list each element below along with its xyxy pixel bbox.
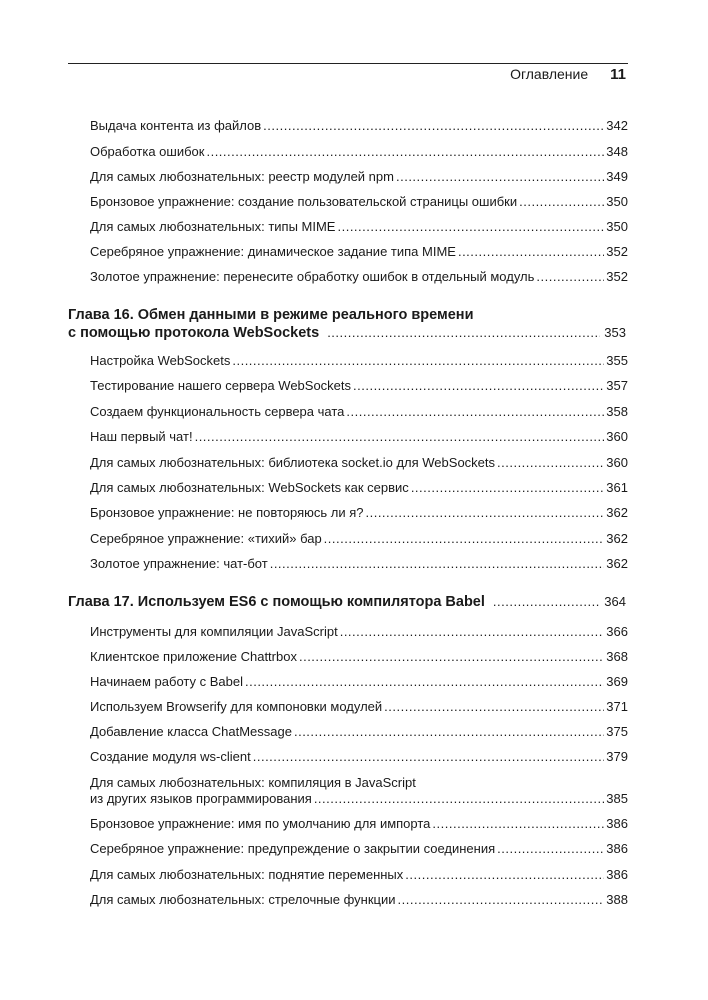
toc-entry[interactable]: Золотое упражнение: перенесите обработку ошибок в отдельный модуль ..... 352 xyxy=(90,269,628,285)
toc-entry[interactable]: Наш первый чат! ..... 360 xyxy=(90,429,628,445)
chapter-title: Глава 17. Используем ES6 с помощью компилятора Babel xyxy=(68,594,485,610)
toc-entry[interactable]: Бронзовое упражнение: не повторяюсь ли я? ..... 362 xyxy=(90,505,628,521)
chapter-page: 364 xyxy=(604,594,626,609)
toc-entry[interactable]: Используем Browserify для компоновки модулей ..... 371 xyxy=(90,699,628,715)
toc-entry[interactable]: Для самых любознательных: стрелочные функции ..... 388 xyxy=(90,892,628,908)
toc-entry[interactable]: Тестирование нашего сервера WebSockets ..... 357 xyxy=(90,378,628,394)
page-number: 11 xyxy=(610,66,626,83)
chapter-title-line1: Глава 16. Обмен данными в режиме реального времени xyxy=(68,307,474,323)
toc-entry[interactable]: Для самых любознательных: типы MIME ..... 350 xyxy=(90,219,628,235)
chapter-heading-16[interactable] xyxy=(68,306,628,342)
toc-entry[interactable]: Клиентское приложение Chattrbox ..... 368 xyxy=(90,649,628,665)
header-rule xyxy=(68,63,628,64)
running-title: Оглавление xyxy=(510,66,589,82)
entry-title-line2: из других языков программирования xyxy=(90,791,312,806)
toc-entry[interactable]: Бронзовое упражнение: имя по умолчанию для импорта ..... 386 xyxy=(90,816,628,832)
toc-entry[interactable]: Инструменты для компиляции JavaScript ..... 366 xyxy=(90,624,628,640)
chapter-page: 353 xyxy=(604,325,626,340)
toc-entry[interactable]: Добавление класса ChatMessage ..... 375 xyxy=(90,724,628,740)
toc-entry[interactable]: Обработка ошибок ..... 348 xyxy=(90,144,628,160)
toc-entry[interactable]: Настройка WebSockets ..... 355 xyxy=(90,353,628,369)
entry-page: 385 xyxy=(606,791,628,806)
toc-entry[interactable]: Бронзовое упражнение: создание пользовательской страницы ошибки ..... 350 xyxy=(90,194,628,210)
toc-entry[interactable] xyxy=(90,775,628,807)
toc-entry[interactable]: Серебряное упражнение: «тихий» бар ..... 362 xyxy=(90,531,628,547)
chapter-heading-17[interactable] xyxy=(68,593,628,611)
toc-entry[interactable]: Создание модуля ws-client ..... 379 xyxy=(90,749,628,765)
toc-entry[interactable]: Золотое упражнение: чат-бот ..... 362 xyxy=(90,556,628,572)
toc-entry[interactable]: Для самых любознательных: библиотека socket.io для WebSockets ..... 360 xyxy=(90,455,628,471)
page-header xyxy=(68,66,628,86)
chapter-title-line2: с помощью протокола WebSockets xyxy=(68,325,320,341)
entry-title-line1: Для самых любознательных: компиляция в JavaScript xyxy=(90,775,416,790)
toc-entry[interactable]: Для самых любознательных: реестр модулей npm ..... 349 xyxy=(90,169,628,185)
toc-entry[interactable]: Серебряное упражнение: предупреждение о закрытии соединения ..... 386 xyxy=(90,841,628,857)
toc-entry[interactable]: Для самых любознательных: WebSockets как сервис ..... 361 xyxy=(90,480,628,496)
toc-entry[interactable]: Начинаем работу с Babel ..... 369 xyxy=(90,674,628,690)
toc-entry[interactable]: Выдача контента из файлов ..... 342 xyxy=(90,118,628,134)
toc-entry[interactable]: Серебряное упражнение: динамическое задание типа MIME ..... 352 xyxy=(90,244,628,260)
toc-entry[interactable]: Создаем функциональность сервера чата ..... 358 xyxy=(90,404,628,420)
toc-entry[interactable]: Для самых любознательных: поднятие переменных ..... 386 xyxy=(90,867,628,883)
